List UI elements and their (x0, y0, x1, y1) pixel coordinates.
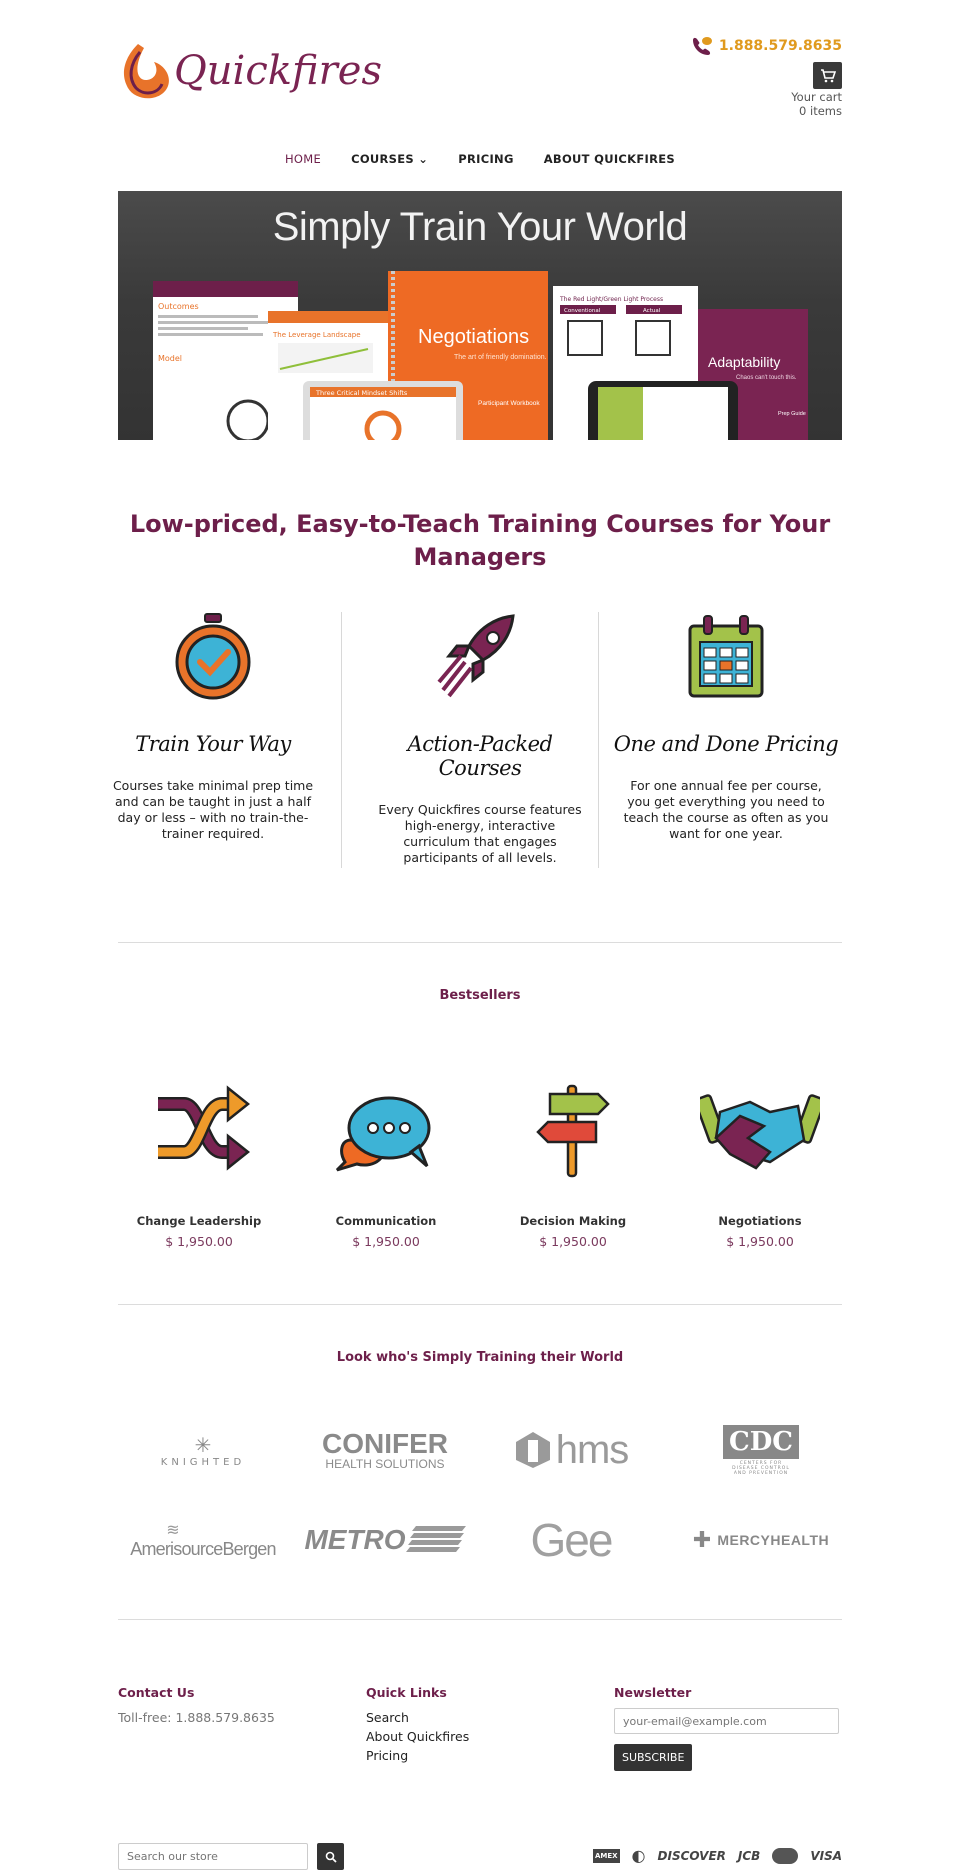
feature-title: Action-Packed Courses (407, 732, 553, 780)
nav-about[interactable]: ABOUT QUICKFIRES (543, 152, 676, 166)
product-price: $ 1,950.00 (352, 1234, 420, 1249)
client-logo-knighted: ✳ KNIGHTED (160, 1432, 246, 1468)
product-card[interactable] (124, 1082, 274, 1249)
client-logo-cdc: CDC CENTERS FOR DISEASE CONTROL AND PREVENTION (676, 1420, 846, 1480)
svg-text:Chaos can't touch this.: Chaos can't touch this. (736, 375, 797, 381)
visa-icon: VISA (810, 1848, 842, 1863)
hero-banner[interactable] (118, 191, 842, 440)
stopwatch-check-icon (173, 612, 253, 702)
star-icon: ✳ (194, 1432, 212, 1457)
client-logo-conifer: CONIFER HEALTH SOLUTIONS (322, 1428, 448, 1471)
cross-icon: ✚ (692, 1527, 712, 1553)
feature-one-and-done (611, 612, 841, 842)
chat-bubbles-icon (331, 1082, 441, 1182)
newsletter-email-input[interactable] (614, 1708, 839, 1734)
hms-mark-icon (514, 1430, 552, 1470)
amex-icon: AMEX (593, 1849, 620, 1863)
course-materials-image (118, 191, 842, 440)
product-price: $ 1,950.00 (726, 1234, 794, 1249)
feature-description: For one annual fee per course, you get everything you need to teach the course as often as you want for one year. (623, 778, 829, 841)
jcb-icon: JCB (737, 1848, 761, 1863)
cart-button[interactable] (813, 62, 842, 89)
tagline: Low-priced, Easy-to-Teach Training Courses for Your Managers (129, 510, 831, 571)
product-card[interactable] (685, 1082, 835, 1249)
phone-icon (691, 36, 713, 56)
signpost-icon (518, 1082, 628, 1182)
rocket-icon (435, 612, 525, 702)
metro-stripes-icon (406, 1524, 466, 1556)
product-price: $ 1,950.00 (165, 1234, 233, 1249)
footer-contact-title: Contact Us (118, 1685, 195, 1700)
footer-phone: Toll-free: 1.888.579.8635 (118, 1710, 275, 1725)
brand-name: Quickfires (174, 48, 382, 94)
search-icon (325, 1851, 337, 1863)
product-card[interactable] (311, 1082, 461, 1249)
handshake-icon (700, 1082, 820, 1182)
divider (341, 612, 342, 868)
cart-label: Your cart (791, 90, 842, 104)
cart-count: 0 items (799, 104, 842, 118)
sail-icon: ≋ (166, 1520, 180, 1539)
store-search-input[interactable] (118, 1843, 308, 1870)
product-name[interactable]: Negotiations (718, 1214, 802, 1228)
divider (118, 1619, 842, 1620)
subscribe-button[interactable]: SUBSCRIBE (614, 1744, 692, 1771)
feature-train-your-way (98, 612, 328, 842)
svg-text:Prep Guide: Prep Guide (778, 411, 806, 417)
product-card[interactable] (498, 1082, 648, 1249)
nav-home[interactable]: HOME (284, 152, 322, 166)
feature-description: Every Quickfires course features high-energy, interactive curriculum that engages participants of all levels. (378, 802, 582, 865)
newsletter-title: Newsletter (614, 1685, 692, 1700)
client-logo-gee: Gee (530, 1514, 612, 1566)
discover-icon: DISCOVER (657, 1848, 726, 1863)
svg-text:Participant Workbook: Participant Workbook (478, 400, 540, 407)
product-price: $ 1,950.00 (539, 1234, 607, 1249)
calendar-icon (686, 612, 766, 702)
mastercard-icon (772, 1848, 798, 1864)
svg-text:Three Critical Mindset Shifts: Three Critical Mindset Shifts (316, 389, 408, 397)
svg-text:Outcomes: Outcomes (158, 302, 199, 311)
footer-link-pricing[interactable]: Pricing (366, 1748, 409, 1763)
client-logo-amerisourcebergen: ≋ AmerisourceBergen (130, 1520, 276, 1559)
product-name[interactable]: Communication (335, 1214, 437, 1228)
cart-icon (820, 69, 836, 83)
nav-courses[interactable]: COURSES ⌄ (351, 152, 429, 166)
footer-links-title: Quick Links (366, 1685, 447, 1700)
footer-link-about[interactable]: About Quickfires (366, 1729, 470, 1744)
bestsellers-title: Bestsellers (439, 988, 521, 1003)
svg-text:The art of friendly domination: The art of friendly domination. (454, 354, 547, 361)
footer-newsletter (614, 1685, 844, 1771)
divider (598, 612, 599, 868)
feature-title: One and Done Pricing (613, 732, 839, 756)
divider (118, 942, 842, 943)
quickfires-logo[interactable] (118, 36, 388, 108)
footer-link-search[interactable]: Search (366, 1710, 409, 1725)
hero-title: Simply Train Your World (272, 205, 688, 249)
product-name[interactable]: Change Leadership (136, 1214, 262, 1228)
feature-description: Courses take minimal prep time and can be taught in just a half day or less – with no train-the-trainer required. (112, 778, 314, 841)
svg-text:Model: Model (158, 354, 183, 363)
client-logo-mercyhealth: ✚ MERCYHEALTH (692, 1527, 830, 1553)
svg-text:The Leverage Landscape: The Leverage Landscape (273, 331, 361, 339)
svg-text:Adaptability: Adaptability (708, 354, 781, 370)
phone-number[interactable]: 1.888.579.8635 (691, 36, 842, 56)
divider (118, 1304, 842, 1305)
svg-text:Negotiations: Negotiations (418, 326, 530, 348)
payment-methods (593, 1846, 842, 1865)
svg-text:Conventional: Conventional (564, 308, 601, 314)
nav-pricing[interactable]: PRICING (458, 152, 514, 166)
feature-title: Train Your Way (135, 732, 291, 756)
client-logo-hms: hms (486, 1420, 656, 1480)
clients-title: Look who's Simply Training their World (336, 1350, 624, 1365)
footer-contact (118, 1685, 348, 1727)
feature-action-packed (365, 612, 595, 866)
shuffle-arrows-icon (144, 1082, 254, 1182)
diners-icon: ◐ (631, 1846, 646, 1865)
search-button[interactable] (317, 1843, 344, 1870)
svg-text:Actual: Actual (643, 308, 661, 314)
product-name[interactable]: Decision Making (519, 1214, 627, 1228)
client-logo-metro: METRO (300, 1510, 470, 1570)
footer-quick-links (366, 1685, 596, 1765)
svg-text:The Red Light/Green Light Proc: The Red Light/Green Light Process (560, 296, 664, 303)
cart-summary[interactable] (791, 90, 842, 118)
main-nav (0, 152, 960, 166)
